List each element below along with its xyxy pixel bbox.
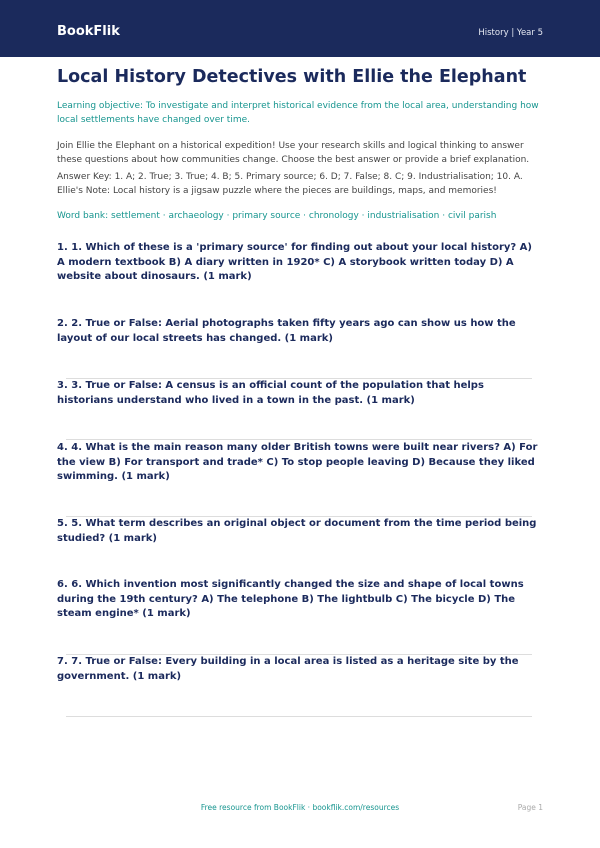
subject-year-label: History | Year 5 [478,28,543,38]
question-3: 3. 3. True or False: A census is an official count of the population that helps historians understand who lived in a town in the past. (1 mark) [57,380,484,406]
question-2: 2. 2. True or False: Aerial photographs taken fifty years ago can show us how the layout of our local streets has changed. (1 mark) [57,318,516,344]
question-4: 4. 4. What is the main reason many older British towns were built near rivers? A) For the view B) For transport and trade* C) To stop people leaving D) Because they liked swimming. (1 mark) [57,442,538,482]
footer-resource-link[interactable]: Free resource from BookFlik · bookflik.com/resources [200,803,400,812]
question-5: 5. 5. What term describes an original object or document from the time period being studied? (1 mark) [57,518,537,544]
question-7: 7. 7. True or False: Every building in a local area is listed as a heritage site by the government. (1 mark) [57,656,519,682]
answer-line [66,439,532,440]
page-number: Page 1 [517,803,543,812]
question-6: 6. 6. Which invention most significantly changed the size and shape of local towns during the 19th century? A) The telephone B) The lightbulb C) The bicycle D) The steam engine* (1 mark) [57,579,524,619]
answer-line [66,716,532,717]
answer-key: Answer Key: 1. A; 2. True; 3. True; 4. B; 5. Primary source; 6. D; 7. False; 8. C; 9. Industrialisation; 10. A. Ellie's Note: Local history is a jigsaw puzzle where the pieces are buildings, maps, and memories! [57,172,523,196]
question-1: 1. 1. Which of these is a 'primary source' for finding out about your local history? A) A modern textbook B) A diary written in 1920* C) A storybook written today D) A website about dinosaurs. (1 mark) [57,242,532,282]
learning-objective: Learning objective: To investigate and interpret historical evidence from the local area, understanding how local settlements have changed over time. [57,101,539,125]
intro-text: Join Ellie the Elephant on a historical expedition! Use your research skills and logical thinking to answer these questions about how communities change. Choose the best answer or provide a brief explanation. [57,141,530,165]
worksheet-title: Local History Detectives with Ellie the Elephant [57,67,527,87]
brand-logo[interactable]: BookFlik [57,24,120,39]
page-header [0,0,600,57]
word-bank: Word bank: settlement · archaeology · primary source · chronology · industrialisation · civil parish [57,211,497,221]
